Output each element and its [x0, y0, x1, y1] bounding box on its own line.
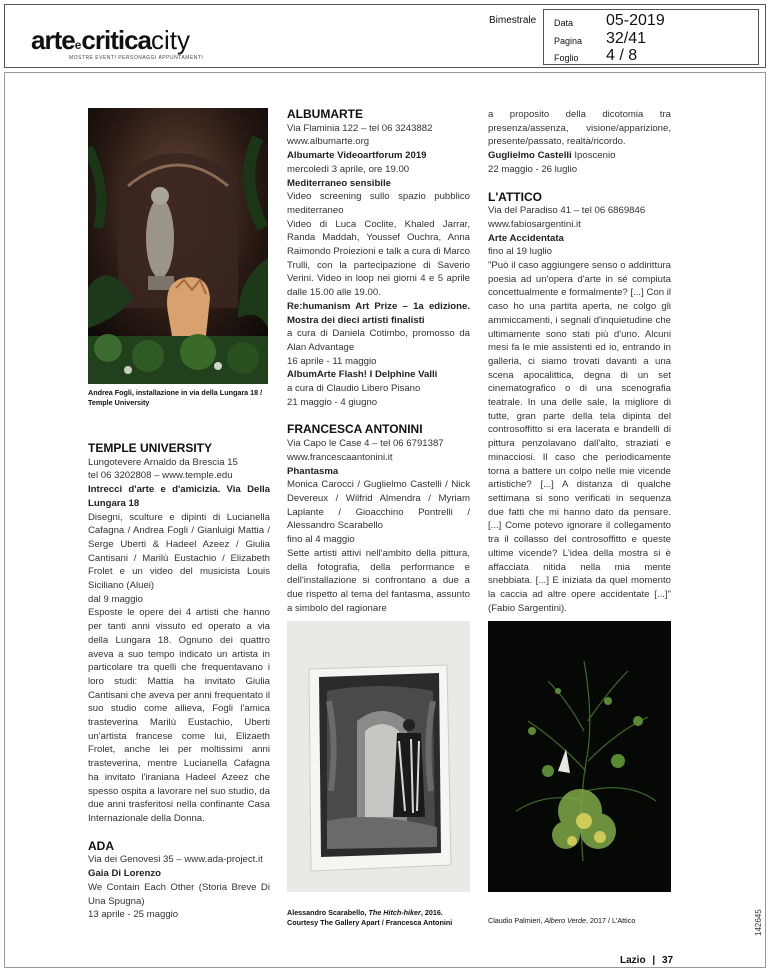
logo-tagline: MOSTRE EVENTI PERSONAGGI APPUNTAMENTI	[69, 55, 204, 61]
column-3: a proposito della dicotomia tra presenza/assenza, visione/apparizione, presente/passato, realtà/ricordo. Guglielmo Castelli Iposcenio 22 maggio - 26 luglio L'ATTICO Via del Paradiso 41 – tel 06 6869846 www.fabiosargentini.it Arte Accidentata fino al 19 luglio "Può il caso aggiungere senso o addirittura poesia ad un'opera d'arte in sé compiuta concettualmente e formalmente? [...] Con il caso ho una partita aperta, ne colgo gli ammiccamenti, i segnali d'inquietudine che ultimamente sono stati più d'uno. Alcuni mesi fa le mie assistenti ed io, entrando in galleria, ci siamo trovati davanti a una scena apocalittica, degna di un set cinematografico o di una scenografia teatrale. In una delle sale, la migliore di tutte, gran parte della tela dipinta del controsoffitto si era lacerata e brandelli di pittura penzolavano dall'alto, straziati e minacciosi. Il caso che periodicamente torna a battere un colpo nelle mie vicende artistiche? [...] A distanza di qualche settimana si sono verificati in sequenza due fatti che mi hanno dato da pensare. [...] Come potevo ignorare il collegamento tra il collasso del controsoffitto e queste ultime vicende? L'idea della mostra si è affacciata nitida nella mia mente snebbiata. [...] E iniziata da quel momento la caccia ad altre opere accidentate [...]" (Fabio Sargentini).	[488, 109, 671, 614]
garden-statue-image	[88, 108, 268, 384]
photo-palmieri-albero-verde	[488, 621, 671, 892]
photo-scarabello-hitchhiker	[287, 621, 470, 892]
venue-albumarte-name: ALBUMARTE	[287, 107, 363, 121]
venue-temple-name: TEMPLE UNIVERSITY	[88, 441, 213, 455]
logo: arteecriticacity MOSTRE EVENTI PERSONAGGI APPUNTAMENTI	[31, 25, 204, 61]
column-1: TEMPLE UNIVERSITY Lungotevere Arnaldo da Brescia 15 tel 06 3202808 – www.temple.edu Intrecci d'arte e d'amicizia. Via Della Lungara 18 Disegni, sculture e dipinti di Lucianella Cafagna / Andrea Fogli / Gianluigi Mattia / Serge Uberti & Hadeel Azeez / Giulia Cantisani / Marilù Eustachio / Elizabeth Frolet e un video del musicista Louis Siciliano (Aluei) dal 9 maggio Esposte le opere dei 4 artisti che hanno per tanti anni vissuto ed operato a via della Lungara 18. Ognuno dei quattro aveva a suo tempo indicato un artista in particolare tra quelli che frequentavano i loro studi: Mattia ha invitato Giulia Cantisani che aveva per anni frequentato il suo studio come allieva, Fogli l'amica trasteverina Marilù Eustachio, Uberti un'artista francese come lui, Elizaeth Frolet, anche lei per moltissimi anni trasteverina, mentre Lucianella Cafagna ha invitato l'iraniana Hadeel Azeez che spesso ospita a lavorare nel suo studio, da due anni trasferitosi nella confinante Casa Internazionale della Donna. ADA Via dei Genovesi 35 – www.ada-project.it Gaia Di Lorenzo We Contain Each Other (Storia Breve Di Una Spugna) 13 aprile - 25 maggio	[88, 441, 270, 921]
document-code: 142645	[754, 909, 763, 936]
meta-box: Data 05-2019 Pagina 32/41 Foglio 4 / 8	[543, 9, 759, 65]
photo-fogli-installation	[88, 108, 268, 384]
venue-antonini-name: FRANCESCA ANTONINI	[287, 422, 423, 437]
caption-palmieri: Claudio Palmieri, Albero Verde, 2017 / L'Attico	[488, 916, 636, 925]
column-2: ALBUMARTE Via Flaminia 122 – tel 06 3243882 www.albumarte.org Albumarte Videoartforum 2019 mercoledì 3 aprile, ore 19.00 Mediterraneo sensibile Video screening sullo spazio pubblico mediterraneo Video di Luca Coclite, Khaled Jarrar, Randa Maddah, Youssef Ouchra, Anna Raimondo Proiezioni e talk a cura di Marco Trulli, con la partecipazione di Saverio Verini. Video in loop nei giorni 4 e 5 aprile dalle 15.00 alle 19.00. Re:humanism Art Prize – 1a edizione. Mostra dei dieci artisti finalisti a cura di Daniela Cotimbo, promosso da Alan Advantage 16 aprile - 11 maggio AlbumArte Flash! I Delphine Valli a cura di Claudio Libero Pisano 21 maggio - 4 giugno FRANCESCA ANTONINI Via Capo le Case 4 – tel 06 6791387 www.francescaantonini.it Phantasma Monica Carocci / Guglielmo Castelli / Nick Devereux / Wilfrid Almendra / Myriam Laplante / Gioacchino Pontrelli / Alessandro Scarabello fino al 4 maggio Sette artisti attivi nell'ambito della pittura, della fotografia, della performance e dell'installazione si confrontano a due a due rispetto al tema del fantasma, assunto a simbolo del ragionare	[287, 107, 470, 614]
venue-attico-name: L'ATTICO	[488, 189, 542, 204]
temple-show-title: Intrecci d'arte e d'amicizia. Via Della Lungara 18	[88, 484, 270, 509]
periodicity: Bimestrale	[489, 15, 537, 26]
charcoal-drawing-image	[287, 621, 470, 892]
caption-fogli: Andrea Fogli, installazione in via della Lungara 18 / Temple University	[88, 388, 263, 407]
masthead	[4, 4, 766, 68]
caption-scarabello: Alessandro Scarabello, The Hitch-hiker, 2016. Courtesy The Gallery Apart / Francesca Antonini	[287, 908, 453, 927]
green-tree-sculpture-image	[488, 621, 671, 892]
folio: Lazio | 37	[620, 955, 674, 966]
venue-ada-name: ADA	[88, 838, 114, 853]
